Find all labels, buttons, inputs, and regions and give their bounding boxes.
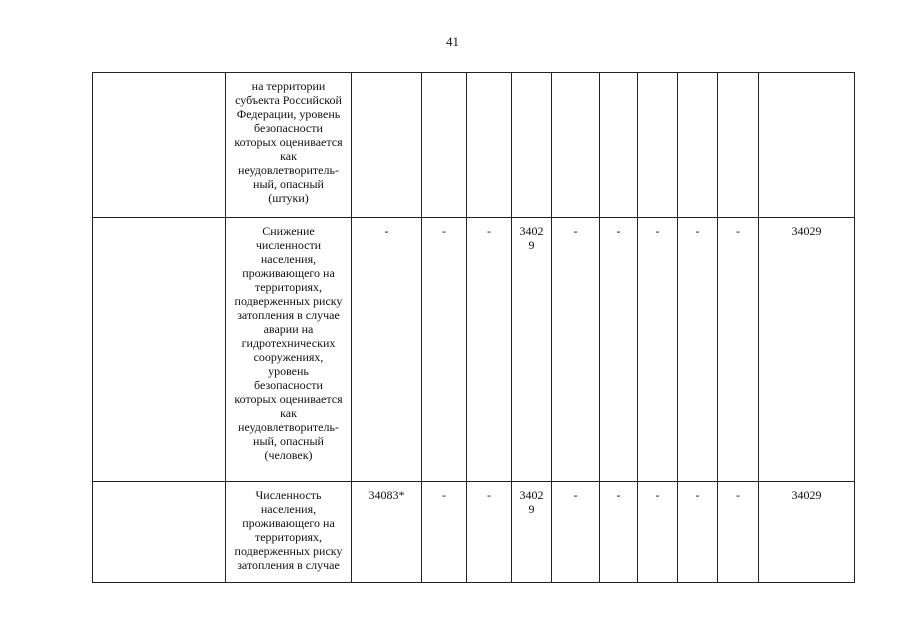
value-cell: 3402 9	[512, 218, 552, 482]
value-cell: -	[467, 482, 512, 583]
value-cell: 34029	[759, 482, 855, 583]
value-cell: -	[678, 482, 718, 583]
value-cell: -	[718, 218, 759, 482]
value-cell	[512, 73, 552, 218]
value-cell	[422, 73, 467, 218]
row-number-cell	[93, 73, 226, 218]
value-cell	[638, 73, 678, 218]
value-cell	[759, 73, 855, 218]
indicators-table	[92, 72, 855, 583]
value-cell	[352, 73, 422, 218]
value-cell: -	[678, 218, 718, 482]
value-cell: -	[422, 218, 467, 482]
value-cell	[678, 73, 718, 218]
indicator-name-cell: Численность населения, проживающего на территориях, подверженных риску затопления в случае	[226, 482, 352, 583]
value-cell: -	[600, 218, 638, 482]
value-cell	[467, 73, 512, 218]
value-cell: 34029	[759, 218, 855, 482]
value-cell: -	[718, 482, 759, 583]
value-cell: -	[638, 218, 678, 482]
value-cell: -	[600, 482, 638, 583]
value-cell: -	[422, 482, 467, 583]
table-row	[93, 73, 855, 218]
value-cell: -	[552, 218, 600, 482]
value-cell: 3402 9	[512, 482, 552, 583]
value-cell: -	[467, 218, 512, 482]
page-number: 41	[446, 34, 459, 49]
value-cell: -	[552, 482, 600, 583]
row-number-cell	[93, 218, 226, 482]
value-cell	[600, 73, 638, 218]
value-cell	[552, 73, 600, 218]
value-cell	[718, 73, 759, 218]
table-row	[93, 482, 855, 583]
value-cell: -	[638, 482, 678, 583]
value-cell: 34083*	[352, 482, 422, 583]
table-row	[93, 218, 855, 482]
indicator-name-cell: Снижение численности населения, проживающего на территориях, подверженных риску затопления в случае аварии на гидротехнических сооружениях, уровень безопасности которых оценивается как неудовлетворитель- ный, опасный (человек)	[226, 218, 352, 482]
row-number-cell	[93, 482, 226, 583]
indicator-name-cell: на территории субъекта Российской Федерации, уровень безопасности которых оценивается как неудовлетворитель- ный, опасный (штуки)	[226, 73, 352, 218]
value-cell: -	[352, 218, 422, 482]
